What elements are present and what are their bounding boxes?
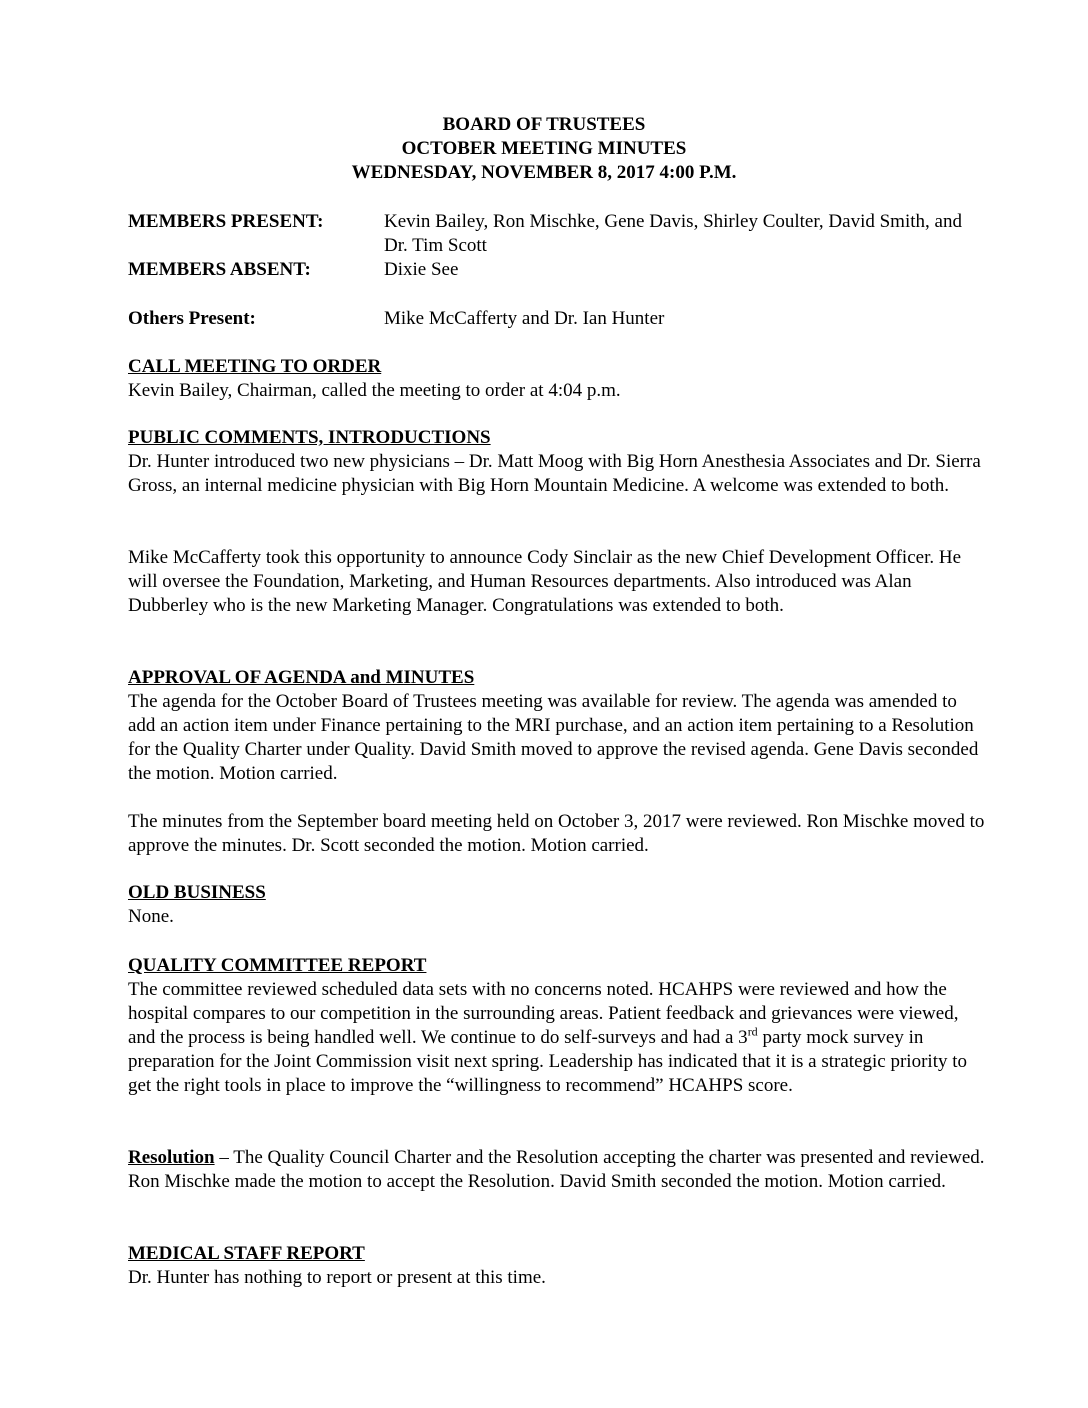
section-approval-2 bbox=[128, 810, 988, 858]
members-present-value: Kevin Bailey, Ron Mischke, Gene Davis, Shirley Coulter, David Smith, and Dr. Tim Scott bbox=[384, 211, 962, 256]
header-date: WEDNESDAY, NOVEMBER 8, 2017 4:00 P.M. bbox=[351, 162, 737, 183]
section-public-comments-2 bbox=[128, 546, 988, 618]
section-text: The agenda for the October Board of Trustees meeting was available for review. The agenda was amended to add an action item under Finance pertaining to the MRI purchase, and an action item pertaining to a Resolution for the Quality Charter under Quality. David Smith moved to approve the revised agenda. Gene Davis seconded the motion. Motion carried. bbox=[128, 691, 979, 784]
section-text: Kevin Bailey, Chairman, called the meeting to order at 4:04 p.m. bbox=[128, 380, 621, 401]
section-heading: APPROVAL OF AGENDA and MINUTES bbox=[128, 667, 475, 688]
document-header bbox=[0, 113, 1088, 185]
section-public-comments bbox=[128, 426, 988, 498]
section-text-part: party mock survey in preparation for the Joint Commission visit next spring. Leadership has indicated that it is a strategic priority to get the right tools in place to improve the “willingness to recommend” HCAHPS score. bbox=[128, 1027, 967, 1096]
members-present-label: MEMBERS PRESENT: bbox=[128, 211, 324, 232]
others-present-label: Others Present: bbox=[128, 308, 256, 329]
section-text: Dr. Hunter has nothing to report or present at this time. bbox=[128, 1267, 546, 1288]
section-heading: PUBLIC COMMENTS, INTRODUCTIONS bbox=[128, 427, 491, 448]
section-heading: CALL MEETING TO ORDER bbox=[128, 356, 382, 377]
section-text: None. bbox=[128, 906, 174, 927]
resolution-heading: Resolution bbox=[128, 1147, 215, 1168]
section-text: The minutes from the September board meeting held on October 3, 2017 were reviewed. Ron Mischke moved to approve the minutes. Dr. Scott seconded the motion. Motion carried. bbox=[128, 811, 985, 856]
members-absent-value: Dixie See bbox=[384, 259, 459, 280]
section-call-to-order bbox=[128, 355, 988, 403]
others-present-value: Mike McCafferty and Dr. Ian Hunter bbox=[384, 308, 665, 329]
section-old-business bbox=[128, 881, 988, 929]
section-heading: QUALITY COMMITTEE REPORT bbox=[128, 955, 427, 976]
ordinal-suffix: rd bbox=[747, 1024, 758, 1039]
section-heading: OLD BUSINESS bbox=[128, 882, 266, 903]
section-medical-staff bbox=[128, 1242, 988, 1290]
section-text: Dr. Hunter introduced two new physicians – Dr. Matt Moog with Big Horn Anesthesia Associates and Dr. Sierra Gross, an internal medicine physician with Big Horn Mountain Medicine. A welcome was extended to both. bbox=[128, 451, 981, 496]
header-subtitle: OCTOBER MEETING MINUTES bbox=[401, 138, 687, 159]
section-text bbox=[128, 978, 988, 1098]
section-text: Mike McCafferty took this opportunity to announce Cody Sinclair as the new Chief Development Officer. He will oversee the Foundation, Marketing, and Human Resources departments. Also introduced was Alan Dubberley who is the new Marketing Manager. Congratulations was extended to both. bbox=[128, 547, 962, 616]
section-quality-committee bbox=[128, 954, 988, 1098]
section-resolution bbox=[128, 1146, 988, 1194]
section-approval bbox=[128, 666, 988, 786]
section-text-part: The committee reviewed scheduled data sets with no concerns noted. HCAHPS were reviewed and how the hospital compares to our competition in the surrounding areas. Patient feedback and grievances were viewed, and the process is being handled well. We continue to do self-surveys and had a 3 bbox=[128, 979, 959, 1048]
members-absent-label: MEMBERS ABSENT: bbox=[128, 259, 311, 280]
header-title: BOARD OF TRUSTEES bbox=[442, 114, 646, 135]
section-heading: MEDICAL STAFF REPORT bbox=[128, 1243, 365, 1264]
resolution-text: – The Quality Council Charter and the Resolution accepting the charter was presented and reviewed. Ron Mischke made the motion to accept the Resolution. David Smith seconded the motion. Motion carried. bbox=[128, 1147, 985, 1192]
